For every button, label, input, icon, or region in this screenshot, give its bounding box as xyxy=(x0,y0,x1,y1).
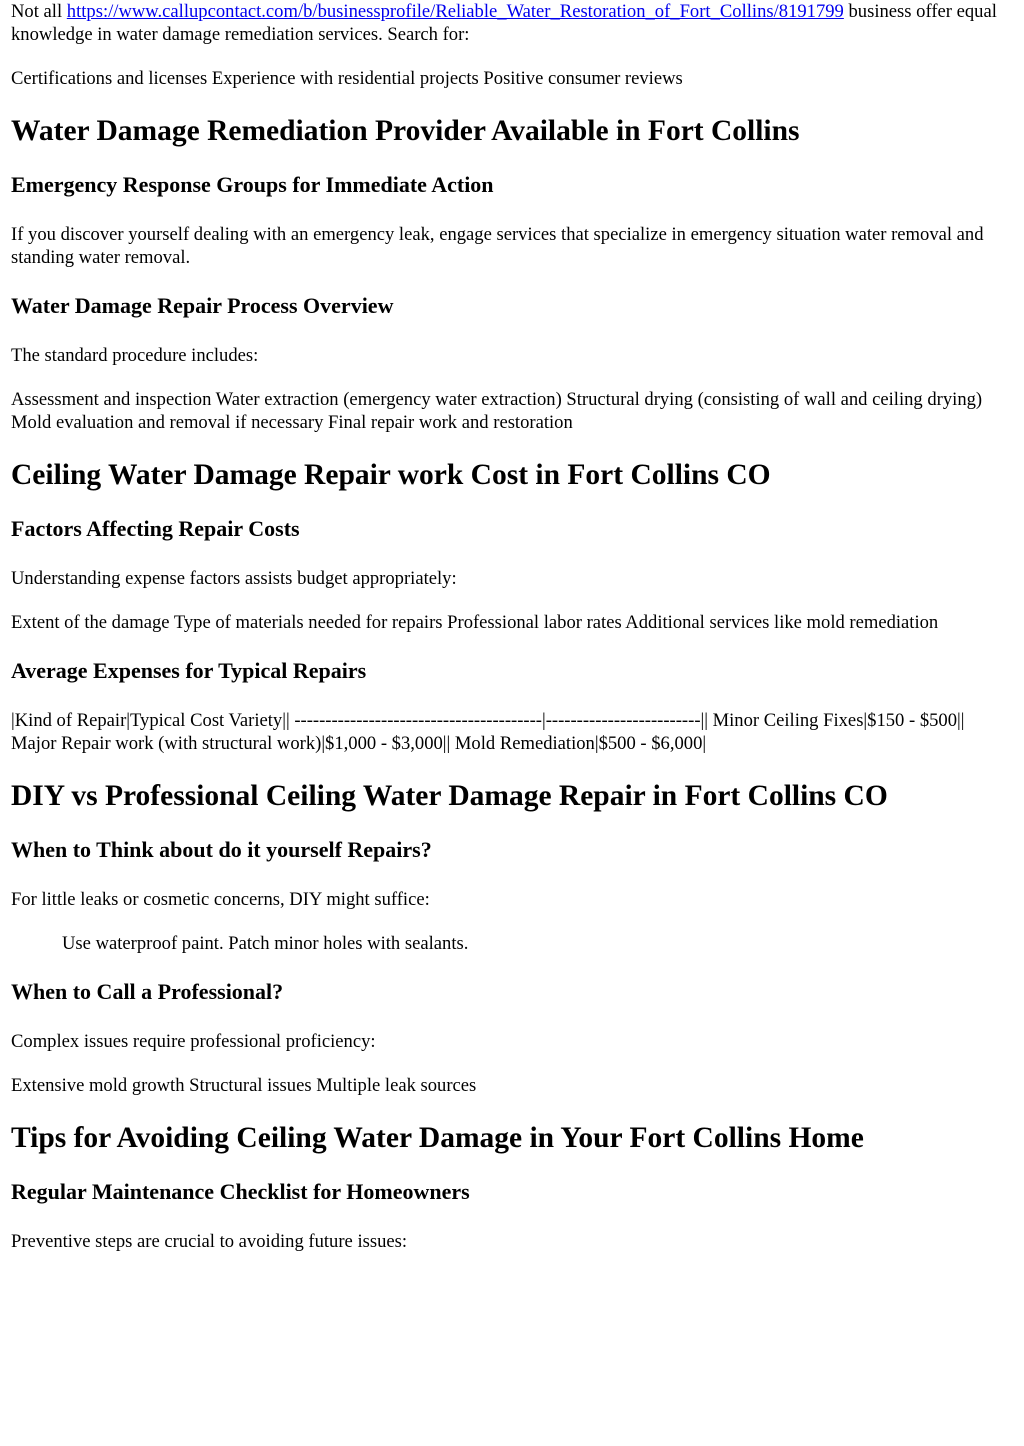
subheading-emergency-response: Emergency Response Groups for Immediate Action xyxy=(11,172,494,197)
business-profile-link[interactable]: https://www.callupcontact.com/b/businessprofile/Reliable_Water_Restoration_of_Fort_Collins/8191799 xyxy=(66,1,844,22)
section-heading-remediation: Water Damage Remediation Provider Available in Fort Collins xyxy=(11,115,800,147)
paragraph-repair-process: The standard procedure includes: xyxy=(11,345,259,366)
subheading-average-expenses: Average Expenses for Typical Repairs xyxy=(11,658,367,683)
paragraph-cost-factors: Understanding expense factors assists budget appropriately: xyxy=(11,568,457,589)
section-heading-prevention-tips: Tips for Avoiding Ceiling Water Damage in Your Fort Collins Home xyxy=(11,1122,864,1154)
subheading-cost-factors: Factors Affecting Repair Costs xyxy=(11,516,300,541)
intro-paragraph xyxy=(11,0,1013,46)
subheading-repair-process: Water Damage Repair Process Overview xyxy=(11,293,394,318)
section-heading-diy-vs-pro: DIY vs Professional Ceiling Water Damage Repair in Fort Collins CO xyxy=(11,780,888,812)
subheading-maintenance-checklist: Regular Maintenance Checklist for Homeowners xyxy=(11,1179,470,1204)
section-heading-ceiling-cost: Ceiling Water Damage Repair work Cost in Fort Collins CO xyxy=(11,459,771,491)
intro-suffix: business offer equal knowledge in water damage remediation services. Search for: xyxy=(11,1,997,45)
list-repair-process: Assessment and inspection Water extraction (emergency water extraction) Structural drying (consisting of wall and ceiling drying) Mold evaluation and removal if necessary Final repair work and restoration xyxy=(11,389,983,433)
list-call-professional: Extensive mold growth Structural issues Multiple leak sources xyxy=(11,1075,477,1096)
subheading-call-professional: When to Call a Professional? xyxy=(11,979,284,1004)
intro-list: Certifications and licenses Experience with residential projects Positive consumer reviews xyxy=(11,68,683,89)
paragraph-maintenance-checklist: Preventive steps are crucial to avoiding future issues: xyxy=(11,1231,408,1252)
intro-prefix: Not all xyxy=(11,1,67,22)
list-cost-factors: Extent of the damage Type of materials needed for repairs Professional labor rates Additional services like mold remediation xyxy=(11,612,939,633)
cost-table-text: |Kind of Repair|Typical Cost Variety|| ----------------------------------------|-------------------------|| Minor Ceiling Fixes|$150 - $500|| Major Repair work (with structural work)|$1,000 - $3,000|| Mold Remediation|$500 - $6,000| xyxy=(11,710,965,754)
list-diy-repairs: Use waterproof paint. Patch minor holes with sealants. xyxy=(62,933,469,954)
subheading-diy-repairs: When to Think about do it yourself Repairs? xyxy=(11,837,432,862)
paragraph-call-professional: Complex issues require professional proficiency: xyxy=(11,1031,376,1052)
paragraph-diy-repairs: For little leaks or cosmetic concerns, DIY might suffice: xyxy=(11,889,430,910)
paragraph-emergency-response: If you discover yourself dealing with an emergency leak, engage services that specialize in emergency situation water removal and standing water removal. xyxy=(11,224,984,268)
